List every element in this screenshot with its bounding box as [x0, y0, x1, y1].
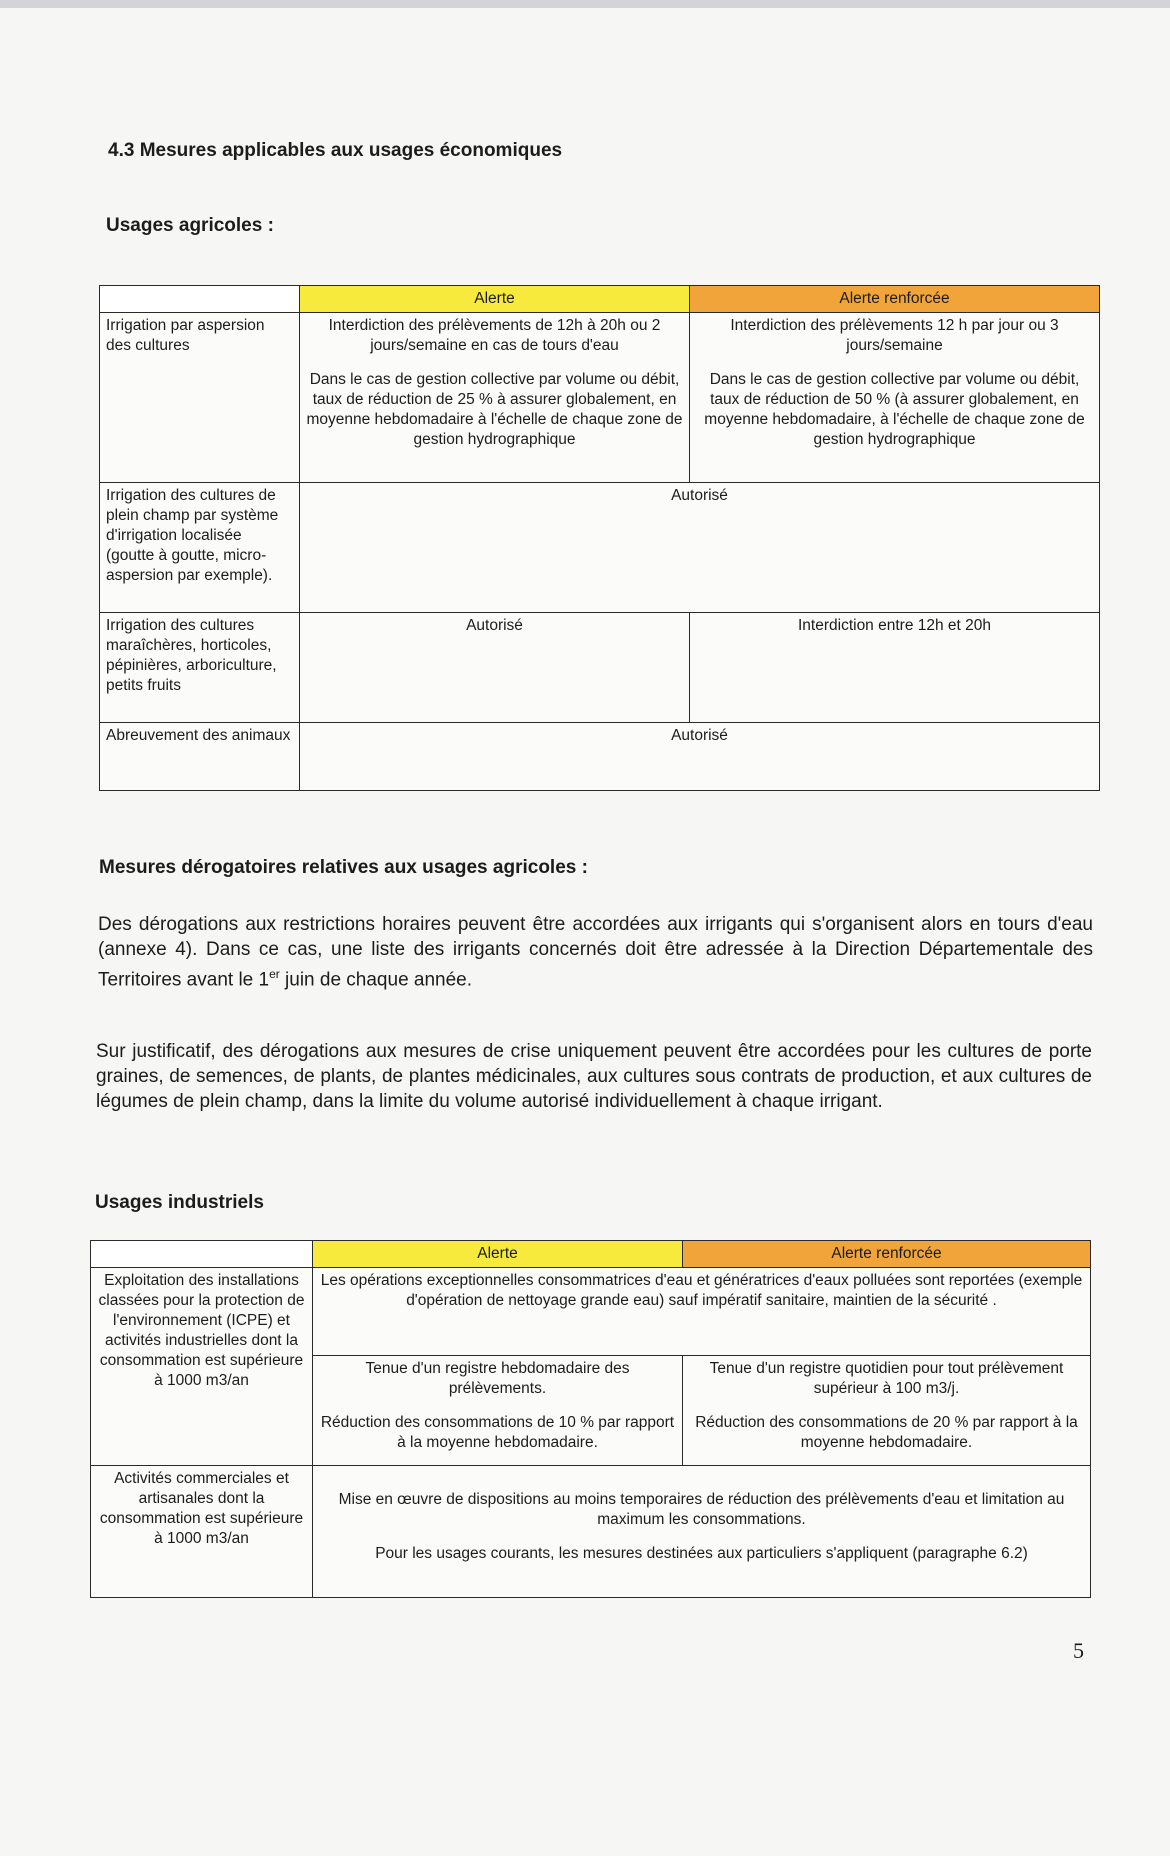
indus-heading: Usages industriels	[95, 1192, 264, 1213]
indus-table	[90, 1240, 1091, 1598]
alerte-measure: Tenue d'un registre hebdomadaire des prélèvements.	[365, 1360, 630, 1397]
document-page	[0, 8, 1170, 1856]
merged-cell: Autorisé	[300, 483, 1100, 613]
section-title: 4.3 Mesures applicables aux usages économiques	[108, 140, 563, 161]
row-label: Abreuvement des animaux	[100, 723, 300, 791]
table-row	[100, 313, 1100, 483]
merged-cell: Les opérations exceptionnelles consommatrices d'eau et génératrices d'eaux polluées sont reportées (exemple d'opération de nettoyage grande eau) sauf impératif sanitaire, maintien de la sécurité .	[313, 1268, 1091, 1356]
indus-header-alerte: Alerte	[313, 1241, 683, 1268]
agri-heading: Usages agricoles :	[106, 215, 274, 236]
row-label: Exploitation des installations classées pour la protection de l'environnement (ICPE) et activités industrielles dont la consommation est supérieure à 1000 m3/an	[91, 1268, 313, 1466]
alerte-cell: Autorisé	[300, 613, 690, 723]
merged-measure: Pour les usages courants, les mesures destinées aux particuliers s'appliquent (paragraphe 6.2)	[375, 1545, 1028, 1562]
table-row	[100, 483, 1100, 613]
agri-header-alerte: Alerte	[300, 286, 690, 313]
table-row	[100, 613, 1100, 723]
row-label: Irrigation par aspersion des cultures	[100, 313, 300, 483]
renforcee-measure: Réduction des consommations de 20 % par rapport à la moyenne hebdomadaire.	[695, 1414, 1078, 1451]
row-label: Irrigation des cultures maraîchères, horticoles, pépinières, arboriculture, petits fruits	[100, 613, 300, 723]
page-number: 5	[1073, 1638, 1084, 1663]
derog-p1-text-end: juin de chaque année.	[279, 969, 473, 991]
derog-p1-text: Des dérogations aux restrictions horaires peuvent être accordées aux irrigants qui s'organisent alors en tours d'eau (annexe 4). Dans ce cas, une liste des irrigants concernés doit être adressée à la Direction Départementale des Territoires avant le 1	[98, 914, 1093, 991]
indus-header-row	[91, 1241, 1091, 1268]
alerte-cell	[313, 1356, 683, 1466]
alerte-measure: Réduction des consommations de 10 % par rapport à la moyenne hebdomadaire.	[320, 1414, 675, 1451]
derog-paragraph-1	[98, 912, 1093, 992]
alerte-cell	[300, 313, 690, 483]
renforcee-measure: Tenue d'un registre quotidien pour tout prélèvement supérieur à 100 m3/j.	[709, 1360, 1064, 1397]
row-label: Activités commerciales et artisanales dont la consommation est supérieure à 1000 m3/an	[91, 1466, 313, 1598]
agri-header-renforcee: Alerte renforcée	[690, 286, 1100, 313]
table-row	[91, 1268, 1091, 1356]
row-label: Irrigation des cultures de plein champ par système d'irrigation localisée (goutte à goutte, micro-aspersion par exemple).	[100, 483, 300, 613]
merged-measure: Mise en œuvre de dispositions au moins temporaires de réduction des prélèvements d'eau et limitation au maximum les consommations.	[338, 1491, 1065, 1528]
table-row	[100, 723, 1100, 791]
alerte-measure: Dans le cas de gestion collective par volume ou débit, taux de réduction de 25 % à assurer globalement, en moyenne hebdomadaire à l'échelle de chaque zone de gestion hydrographique	[306, 371, 683, 448]
indus-header-renforcee: Alerte renforcée	[683, 1241, 1091, 1268]
derog-heading: Mesures dérogatoires relatives aux usages agricoles :	[99, 857, 588, 878]
agri-table	[99, 285, 1100, 791]
renforcee-cell: Interdiction entre 12h et 20h	[690, 613, 1100, 723]
derog-paragraph-2: Sur justificatif, des dérogations aux mesures de crise uniquement peuvent être accordées pour les cultures de porte graines, de semences, de plants, de plantes médicinales, aux cultures sous contrats de production, et aux cultures de légumes de plein champ, dans la limite du volume autorisé individuellement à chaque irrigant.	[96, 1041, 1092, 1112]
alerte-measure: Interdiction des prélèvements de 12h à 20h ou 2 jours/semaine en cas de tours d'eau	[328, 317, 661, 354]
agri-header-blank	[100, 286, 300, 313]
renforcee-measure: Interdiction des prélèvements 12 h par jour ou 3 jours/semaine	[730, 317, 1059, 354]
derog-p1-sup: er	[269, 967, 280, 981]
renforcee-cell	[683, 1356, 1091, 1466]
renforcee-measure: Dans le cas de gestion collective par volume ou débit, taux de réduction de 50 % (à assurer globalement, en moyenne hebdomadaire, à l'échelle de chaque zone de gestion hydrographique	[704, 371, 1085, 448]
top-bar	[0, 0, 1170, 8]
merged-cell: Autorisé	[300, 723, 1100, 791]
renforcee-cell	[690, 313, 1100, 483]
indus-header-blank	[91, 1241, 313, 1268]
agri-header-row	[100, 286, 1100, 313]
merged-cell	[313, 1466, 1091, 1598]
table-row	[91, 1466, 1091, 1598]
